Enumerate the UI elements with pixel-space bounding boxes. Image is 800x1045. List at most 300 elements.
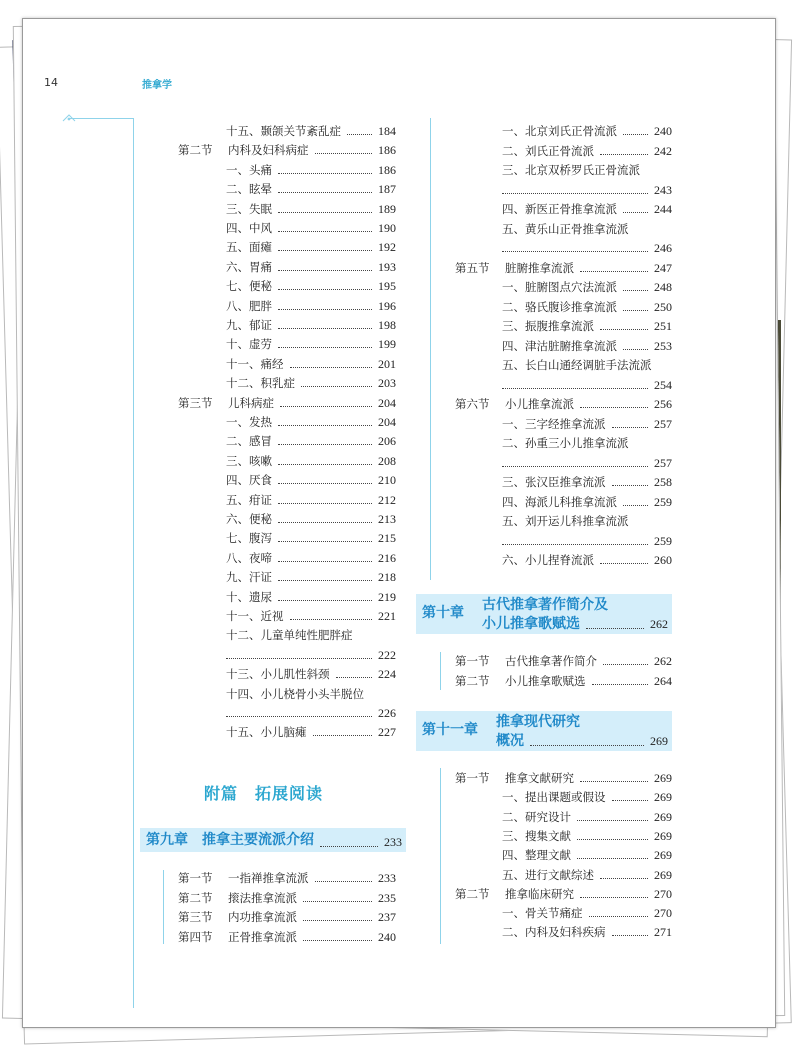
entry-title: 三、搜集文献 [502, 828, 571, 843]
entry-page: 206 [378, 434, 396, 449]
dot-leader [577, 858, 648, 859]
dot-leader [612, 935, 649, 936]
dot-leader [612, 485, 649, 486]
toc-entry[interactable] [226, 512, 396, 526]
entry-title: 五、进行文献综述 [502, 867, 594, 882]
dot-leader [502, 466, 648, 467]
toc-entry[interactable] [455, 397, 672, 411]
entry-title: 九、郁证 [226, 318, 272, 332]
dot-leader [612, 800, 649, 801]
dot-leader [623, 505, 648, 506]
toc-entry[interactable] [502, 358, 672, 372]
entry-title: 四、海派儿科推拿流派 [502, 494, 617, 509]
dot-leader [278, 483, 372, 484]
toc-entry[interactable] [226, 318, 396, 332]
entry-title: 一、骨关节痛症 [502, 906, 583, 921]
toc-entry[interactable] [502, 124, 672, 138]
dot-leader [278, 192, 372, 193]
chapter-title: 推拿主要流派介绍 [202, 832, 314, 848]
toc-entry[interactable] [226, 124, 396, 138]
toc-entry[interactable] [502, 222, 672, 236]
toc-entry[interactable] [502, 183, 672, 197]
dot-leader [290, 619, 373, 620]
section-number: 第二节 [178, 143, 213, 158]
entry-page: 243 [654, 182, 672, 197]
dot-leader [320, 846, 378, 847]
toc-entry[interactable] [502, 202, 672, 216]
dot-leader [278, 580, 372, 581]
entry-title: 七、腹泻 [226, 531, 272, 546]
toc-entry[interactable] [178, 871, 396, 885]
dot-leader [592, 684, 649, 685]
dot-leader [530, 745, 644, 746]
frame-rule [70, 118, 134, 119]
chapter-rule [440, 652, 441, 690]
toc-entry[interactable] [226, 648, 396, 662]
entry-page: 240 [378, 930, 396, 945]
entry-page: 186 [378, 162, 396, 177]
entry-page: 204 [378, 415, 396, 429]
entry-title: 三、北京双桥罗氏正骨流派 [502, 163, 640, 177]
dot-leader [280, 406, 372, 407]
entry-title: 三、振腹推拿流派 [502, 319, 594, 333]
dot-leader [278, 212, 372, 213]
toc-entry[interactable] [502, 144, 672, 158]
entry-page: 189 [378, 201, 396, 216]
toc-entry[interactable] [226, 493, 396, 507]
entry-title: 推拿文献研究 [505, 771, 574, 785]
entry-page: 262 [654, 654, 672, 668]
entry-title: 一、提出课题或假设 [502, 790, 606, 805]
toc-entry[interactable] [226, 202, 396, 216]
dot-leader [278, 289, 372, 290]
entry-page: 258 [654, 475, 672, 489]
entry-title: 内功推拿流派 [228, 910, 297, 925]
entry-page: 201 [378, 356, 396, 371]
chapter-heading[interactable] [140, 828, 406, 852]
dot-leader [623, 212, 648, 213]
entry-title: 一、发热 [226, 415, 272, 429]
dot-leader [586, 628, 644, 629]
entry-page: 222 [378, 647, 396, 662]
dot-leader [278, 173, 372, 174]
toc-entry[interactable] [455, 887, 672, 901]
toc-entry[interactable] [455, 261, 672, 275]
toc-entry[interactable] [226, 551, 396, 565]
entry-page: 198 [378, 318, 396, 332]
dot-leader [623, 349, 648, 350]
entry-page: 227 [378, 725, 396, 740]
chapter-title-line [496, 732, 668, 751]
dot-leader [278, 309, 372, 310]
entry-page: 256 [654, 397, 672, 411]
dot-leader [577, 839, 648, 840]
entry-page: 251 [654, 319, 672, 333]
dot-leader [278, 425, 372, 426]
entry-page: 192 [378, 240, 396, 255]
dot-leader [315, 153, 373, 154]
entry-page: 233 [378, 871, 396, 885]
entry-title: 十一、近视 [226, 609, 284, 623]
entry-title: 二、孙重三小儿推拿流派 [502, 436, 629, 450]
dot-leader [603, 664, 648, 665]
entry-page: 247 [654, 260, 672, 275]
entry-page: 246 [654, 241, 672, 255]
dot-leader [336, 677, 373, 678]
dot-leader [278, 270, 372, 271]
section-number: 第六节 [455, 397, 490, 411]
toc-entry[interactable] [226, 260, 396, 274]
frame-rule [133, 118, 134, 1008]
entry-title: 九、汗证 [226, 570, 272, 585]
toc-entry[interactable] [502, 163, 672, 177]
entry-page: 186 [378, 143, 396, 158]
entry-title: 十二、儿童单纯性肥胖症 [226, 628, 353, 643]
entry-title: 㨰法推拿流派 [228, 890, 297, 905]
entry-title: 十、遗尿 [226, 589, 272, 604]
toc-entry[interactable] [502, 906, 672, 920]
entry-title: 二、骆氏腹诊推拿流派 [502, 299, 617, 314]
entry-title: 三、张汉臣推拿流派 [502, 475, 606, 489]
entry-page: 244 [654, 202, 672, 216]
chapter-number: 第十章 [422, 605, 464, 621]
dot-leader [226, 716, 372, 717]
chapter-heading[interactable] [416, 594, 672, 634]
toc-entry[interactable] [455, 771, 672, 785]
entry-title: 八、肥胖 [226, 298, 272, 313]
toc-entry[interactable] [502, 868, 672, 882]
dot-leader [502, 193, 648, 194]
entry-page: 248 [654, 280, 672, 294]
chapter-rule [163, 870, 164, 944]
entry-title: 六、小儿捏脊流派 [502, 553, 594, 567]
entry-title: 三、失眠 [226, 201, 272, 216]
toc-entry[interactable] [502, 534, 672, 548]
toc-entry[interactable] [226, 337, 396, 351]
entry-title: 二、刘氏正骨流派 [502, 143, 594, 158]
entry-title: 十五、颞颌关节紊乱症 [226, 124, 341, 138]
toc-entry[interactable] [502, 495, 672, 509]
entry-title: 内科及妇科病症 [228, 143, 309, 158]
toc-entry[interactable] [502, 790, 672, 804]
dot-leader [290, 367, 373, 368]
entry-page: 190 [378, 221, 396, 235]
toc-entry[interactable] [502, 829, 672, 843]
entry-page: 219 [378, 589, 396, 604]
running-title: 推拿学 [142, 80, 172, 91]
entry-page: 270 [654, 886, 672, 901]
entry-page: 254 [654, 377, 672, 392]
entry-page: 269 [654, 790, 672, 805]
chapter-page: 269 [650, 734, 668, 748]
section-number: 第三节 [178, 395, 213, 410]
toc-entry[interactable] [178, 891, 396, 905]
entry-page: 242 [654, 143, 672, 158]
entry-title: 十四、小儿桡骨小头半脱位 [226, 686, 364, 701]
entry-title: 小儿推拿歌赋选 [505, 673, 586, 688]
toc-entry[interactable] [455, 674, 672, 688]
chapter-title: 小儿推拿歌赋选 [482, 616, 580, 632]
entry-title: 十二、积乳症 [226, 376, 295, 391]
entry-page: 203 [378, 376, 396, 391]
entry-title: 五、黄乐山正骨推拿流派 [502, 221, 629, 236]
toc-entry[interactable] [178, 143, 396, 157]
entry-page: 218 [378, 570, 396, 585]
dot-leader [278, 231, 372, 232]
appendix-title: 附篇 拓展阅读 [204, 784, 324, 803]
dot-leader [577, 820, 648, 821]
dot-leader [303, 940, 372, 941]
entry-page: 269 [654, 809, 672, 824]
entry-page: 259 [654, 494, 672, 509]
entry-title: 四、整理文献 [502, 848, 571, 863]
entry-page: 224 [378, 667, 396, 682]
entry-title: 五、疳证 [226, 492, 272, 507]
entry-page: 264 [654, 673, 672, 688]
section-number: 第五节 [455, 260, 490, 275]
dot-leader [278, 561, 372, 562]
chapter-page: 262 [650, 617, 668, 631]
entry-page: 215 [378, 531, 396, 546]
toc-entry[interactable] [178, 910, 396, 924]
chapter-title: 概况 [496, 733, 524, 749]
toc-entry[interactable] [226, 687, 396, 701]
toc-entry[interactable] [226, 667, 396, 681]
toc-entry[interactable] [502, 319, 672, 333]
dot-leader [278, 328, 372, 329]
entry-page: 269 [654, 867, 672, 882]
toc-entry[interactable] [226, 590, 396, 604]
section-number: 第四节 [178, 930, 213, 945]
toc-entry[interactable] [178, 930, 396, 944]
entry-page: 187 [378, 182, 396, 197]
entry-page: 270 [654, 906, 672, 921]
toc-entry[interactable] [502, 339, 672, 353]
toc-entry[interactable] [226, 531, 396, 545]
entry-title: 古代推拿著作简介 [505, 654, 597, 668]
toc-entry[interactable] [226, 609, 396, 623]
entry-title: 一、脏腑图点穴法流派 [502, 280, 617, 294]
section-number: 第一节 [178, 871, 213, 885]
toc-entry[interactable] [502, 417, 672, 431]
toc-entry[interactable] [178, 396, 396, 410]
section-number: 第二节 [455, 886, 490, 901]
entry-page: 240 [654, 124, 672, 138]
entry-page: 208 [378, 453, 396, 468]
toc-entry[interactable] [226, 279, 396, 293]
section-number: 第二节 [455, 673, 490, 688]
corner-ornament-icon [62, 112, 76, 124]
toc-entry[interactable] [226, 163, 396, 177]
toc-entry[interactable] [226, 628, 396, 642]
dot-leader [600, 563, 648, 564]
toc-entry[interactable] [502, 241, 672, 255]
dot-leader [623, 134, 648, 135]
toc-entry[interactable] [502, 475, 672, 489]
entry-page: 226 [378, 706, 396, 720]
toc-entry[interactable] [502, 514, 672, 528]
entry-title: 正骨推拿流派 [228, 930, 297, 945]
entry-page: 221 [378, 609, 396, 623]
toc-entry[interactable] [226, 182, 396, 196]
toc-entry[interactable] [226, 299, 396, 313]
entry-title: 儿科病症 [228, 395, 274, 410]
toc-entry[interactable] [502, 436, 672, 450]
section-number: 第三节 [178, 910, 213, 925]
section-number: 第一节 [455, 654, 490, 668]
toc-entry[interactable] [226, 725, 396, 739]
entry-title: 四、厌食 [226, 473, 272, 488]
toc-entry[interactable] [226, 454, 396, 468]
entry-title: 四、新医正骨推拿流派 [502, 202, 617, 216]
dot-leader [278, 347, 372, 348]
dot-leader [278, 503, 372, 504]
page-number: 14 [44, 76, 58, 89]
entry-title: 四、中风 [226, 221, 272, 235]
entry-page: 210 [378, 473, 396, 488]
toc-entry[interactable] [502, 456, 672, 470]
dot-leader [502, 251, 648, 252]
toc-entry[interactable] [226, 434, 396, 448]
entry-page: 253 [654, 338, 672, 353]
entry-page: 257 [654, 416, 672, 431]
chapter-page: 233 [384, 835, 402, 849]
toc-entry[interactable] [226, 221, 396, 235]
toc-entry[interactable] [455, 654, 672, 668]
dot-leader [278, 464, 372, 465]
entry-page: 184 [378, 124, 396, 138]
entry-page: 269 [654, 828, 672, 843]
entry-title: 五、长白山通经调脏手法流派 [502, 358, 652, 372]
entry-title: 六、胃痛 [226, 259, 272, 274]
toc-entry[interactable] [502, 810, 672, 824]
entry-title: 八、夜啼 [226, 550, 272, 565]
dot-leader [580, 897, 648, 898]
entry-page: 257 [654, 455, 672, 470]
dot-leader [502, 388, 648, 389]
entry-title: 七、便秘 [226, 279, 272, 294]
entry-page: 212 [378, 492, 396, 507]
toc-entry[interactable] [226, 473, 396, 487]
entry-title: 十五、小儿脑瘫 [226, 725, 307, 740]
entry-title: 一、头痛 [226, 162, 272, 177]
dot-leader [347, 134, 372, 135]
chapter-heading[interactable] [416, 711, 672, 751]
dot-leader [226, 658, 372, 659]
entry-page: 199 [378, 337, 396, 352]
entry-title: 十一、痛经 [226, 356, 284, 371]
entry-title: 一指禅推拿流派 [228, 871, 309, 885]
toc-entry[interactable] [502, 848, 672, 862]
entry-title: 五、刘开运儿科推拿流派 [502, 514, 629, 528]
entry-page: 193 [378, 259, 396, 274]
dot-leader [502, 544, 648, 545]
chapter-title-block [496, 713, 668, 751]
section-number: 第二节 [178, 890, 213, 905]
toc-entry[interactable] [226, 357, 396, 371]
dot-leader [600, 329, 648, 330]
entry-title: 十、虚劳 [226, 337, 272, 352]
toc-entry[interactable] [502, 378, 672, 392]
entry-page: 269 [654, 848, 672, 863]
dot-leader [580, 271, 648, 272]
toc-entry[interactable] [226, 415, 396, 429]
dot-leader [600, 878, 648, 879]
entry-page: 259 [654, 533, 672, 548]
entry-title: 二、眩晕 [226, 182, 272, 197]
dot-leader [589, 916, 649, 917]
dot-leader [301, 386, 372, 387]
entry-title: 小儿推拿流派 [505, 397, 574, 411]
chapter-title: 古代推拿著作简介及 [482, 597, 608, 613]
entry-title: 六、便秘 [226, 512, 272, 526]
chapter-title-block [482, 596, 668, 634]
toc-entry[interactable] [502, 553, 672, 567]
dot-leader [600, 154, 648, 155]
entry-title: 脏腑推拿流派 [505, 260, 574, 275]
entry-title: 十三、小儿肌性斜颈 [226, 667, 330, 682]
entry-page: 213 [378, 512, 396, 526]
dot-leader [315, 881, 373, 882]
chapter-rule [440, 768, 441, 944]
entry-page: 237 [378, 910, 396, 925]
toc-entry[interactable] [502, 925, 672, 939]
toc-entry[interactable] [226, 240, 396, 254]
dot-leader [580, 781, 648, 782]
dot-leader [278, 444, 372, 445]
section-number: 第一节 [455, 771, 490, 785]
dot-leader [278, 541, 372, 542]
dot-leader [278, 250, 372, 251]
entry-title: 二、内科及妇科疾病 [502, 925, 606, 940]
entry-page: 269 [654, 771, 672, 785]
chapter-number: 第九章 [146, 832, 188, 848]
dot-leader [278, 600, 372, 601]
frame-rule [430, 118, 431, 580]
dot-leader [313, 735, 373, 736]
dot-leader [612, 427, 649, 428]
entry-title: 一、北京刘氏正骨流派 [502, 124, 617, 138]
chapter-title: 推拿现代研究 [496, 714, 580, 730]
dot-leader [580, 407, 648, 408]
toc-entry[interactable] [502, 300, 672, 314]
entry-page: 235 [378, 890, 396, 905]
dot-leader [278, 522, 372, 523]
dot-leader [623, 290, 648, 291]
entry-title: 四、津沽脏腑推拿流派 [502, 338, 617, 353]
entry-page: 260 [654, 553, 672, 567]
toc-entry[interactable] [226, 706, 396, 720]
entry-title: 一、三字经推拿流派 [502, 416, 606, 431]
entry-page: 204 [378, 395, 396, 410]
dot-leader [303, 901, 372, 902]
toc-entry[interactable] [502, 280, 672, 294]
entry-title: 推拿临床研究 [505, 886, 574, 901]
dot-leader [303, 920, 372, 921]
entry-page: 195 [378, 279, 396, 294]
entry-title: 五、面瘫 [226, 240, 272, 255]
entry-title: 二、研究设计 [502, 809, 571, 824]
entry-page: 250 [654, 299, 672, 314]
toc-entry[interactable] [226, 376, 396, 390]
toc-entry[interactable] [226, 570, 396, 584]
entry-title: 二、感冒 [226, 434, 272, 449]
entry-page: 271 [654, 925, 672, 940]
entry-page: 196 [378, 298, 396, 313]
dot-leader [623, 310, 648, 311]
entry-page: 216 [378, 550, 396, 565]
entry-title: 三、咳嗽 [226, 453, 272, 468]
